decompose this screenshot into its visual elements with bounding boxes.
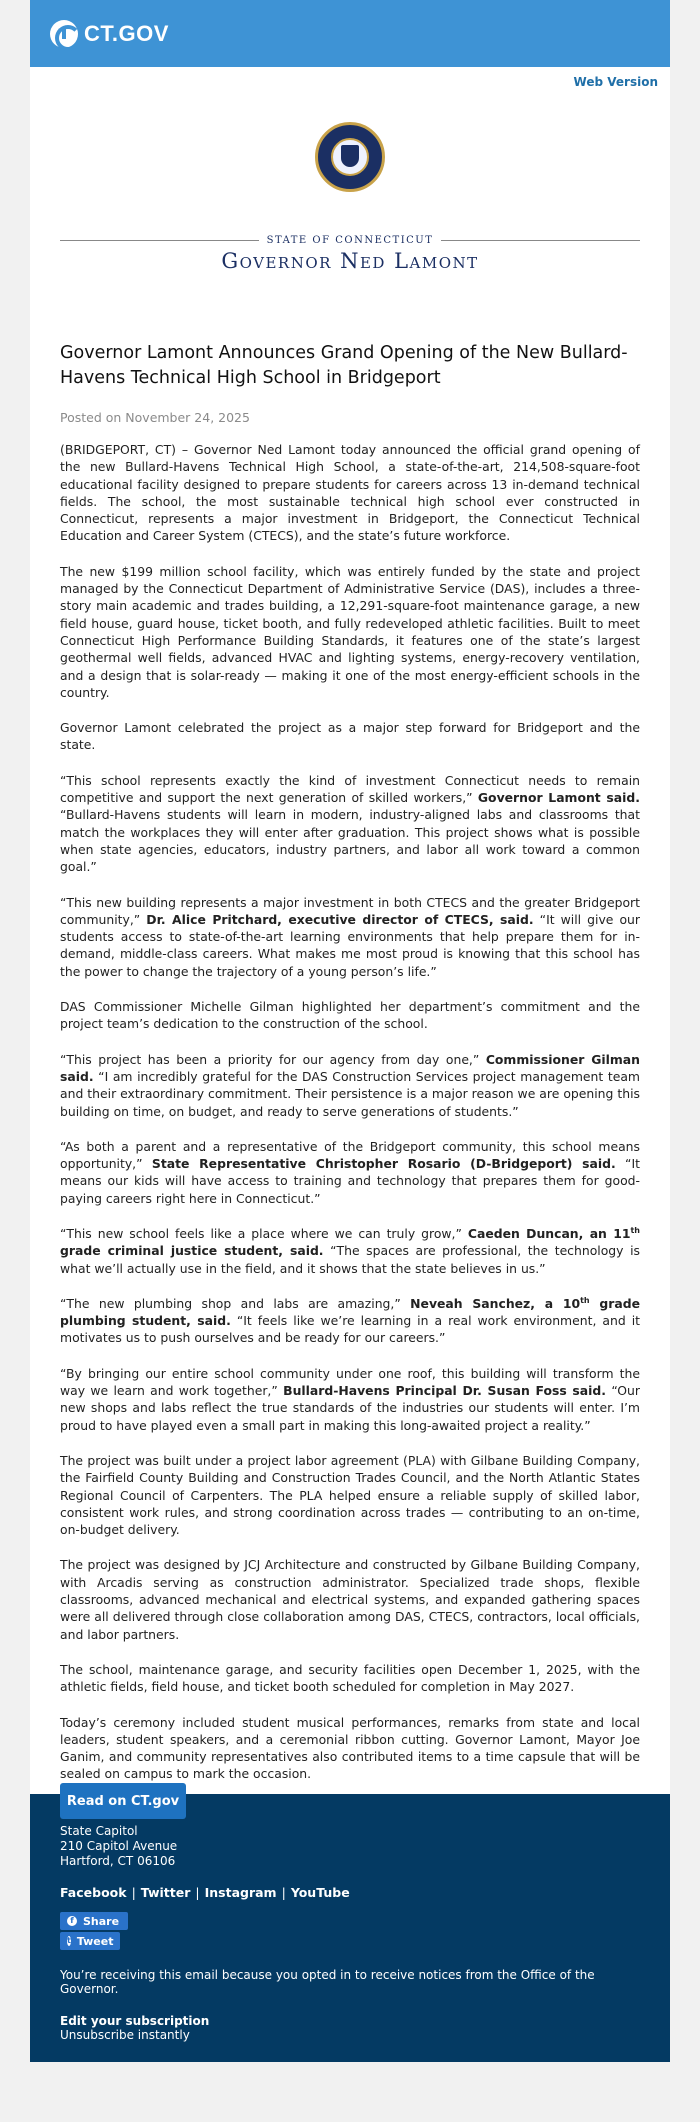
- ordinal-suffix: th: [630, 1225, 640, 1235]
- article-paragraph: [60, 563, 640, 701]
- quote-text: “This new building represents a major investment in both CTECS and the greater Bridgeport community,”: [60, 894, 640, 927]
- instagram-link[interactable]: Instagram: [204, 1885, 277, 1900]
- twitter-icon: t: [67, 1936, 71, 1945]
- article-paragraph: [60, 1556, 640, 1642]
- quote-text: “It will give our students access to state-of-the-art learning environments that help prepare them for in-demand, middle-class careers. What makes me most proud is knowing that this school has the power to change the trajectory of a young person’s life.”: [60, 911, 641, 979]
- quote-text: “The new plumbing shop and labs are amazing,”: [60, 1295, 411, 1311]
- address-line: Hartford, CT 06106: [60, 1854, 176, 1868]
- ordinal-suffix: th: [580, 1295, 590, 1305]
- web-version-link[interactable]: Web Version: [573, 75, 658, 89]
- paragraph-text: Today’s ceremony included student musical performances, remarks from state and local leaders, student speakers, and a ceremonial ribbon cutting. Governor Lamont, Mayor Joe Ganim, and community representatives also contributed items to a time capsule that will be sealed on campus to mark the occasion.: [60, 1714, 640, 1782]
- facebook-link[interactable]: Facebook: [60, 1885, 127, 1900]
- tweet-button[interactable]: t Tweet: [60, 1932, 120, 1950]
- email-body: [30, 67, 670, 1809]
- article-paragraph: [60, 1365, 640, 1434]
- address-line: 210 Capitol Avenue: [60, 1839, 178, 1853]
- speaker-attribution: Bullard-Havens Principal Dr. Susan Foss said.: [283, 1383, 606, 1399]
- posted-date: Posted on November 24, 2025: [60, 410, 250, 425]
- youtube-link[interactable]: YouTube: [290, 1885, 350, 1900]
- speaker-attribution: Commissioner Gilman said.: [60, 1051, 640, 1084]
- article-paragraph: [60, 894, 640, 980]
- email-container: [30, 0, 670, 2062]
- facebook-icon: f: [67, 1916, 77, 1926]
- article-paragraph: [60, 1714, 640, 1783]
- speaker-attribution: grade criminal justice student, said.: [60, 1243, 324, 1259]
- speaker-attribution: Dr. Alice Pritchard, executive director of CTECS, said.: [146, 911, 534, 927]
- paragraph-text: The new $199 million school facility, which was entirely funded by the state and project managed by the Connecticut Department of Administrative Service (DAS), includes a three-story main academic and trades building, a 12,291-square-foot maintenance garage, a new field house, guard house, ticket booth, and fully redeveloped athletic facilities. Built to meet Connecticut High Performance Building Standards, it features one of the state’s largest geothermal well fields, advanced HVAC and lighting systems, energy-recovery ventilation, and a design that is solar-ready — making it one of the most energy-efficient schools in the country.: [60, 563, 640, 700]
- state-label: STATE OF CONNECTICUT: [266, 235, 434, 246]
- paragraph-text: (BRIDGEPORT, CT) – Governor Ned Lamont today announced the official grand opening of the new Bullard-Havens Technical High School, a state-of-the-art, 214,508-square-foot educational facility designed to prepare students for careers across 13 in-demand technical fields. The school, the most sustainable technical high school ever constructed in Connecticut, represents a major investment in Bridgeport, the Connecticut Technical Education and Career System (CTECS), and the state’s future workforce.: [60, 442, 640, 544]
- twitter-link[interactable]: Twitter: [140, 1885, 191, 1900]
- quote-text: “Bullard-Havens students will learn in modern, industry-aligned labs and classrooms that match the workplaces they will enter after graduation. This project shows what is possible when state agencies, educators, industry partners, and labor all work toward a common goal.”: [60, 807, 640, 875]
- seal-icon: [315, 122, 385, 192]
- address: [60, 1824, 640, 1869]
- article-paragraph: [60, 1051, 640, 1120]
- governor-name: Governor Ned Lamont: [221, 249, 479, 273]
- masthead-state: [60, 235, 640, 246]
- speaker-attribution: Caeden Duncan, an 11: [467, 1225, 631, 1241]
- article-paragraph: [60, 998, 640, 1033]
- article-paragraph: [60, 719, 640, 754]
- quote-text: “It means our kids will have access to training and technology that prepares them for good-paying careers right here in Connecticut.”: [60, 1156, 640, 1206]
- share-buttons: [60, 1912, 640, 1950]
- header-bar: [30, 0, 670, 67]
- speaker-attribution: Neveah Sanchez, a 10: [410, 1295, 581, 1311]
- speaker-attribution: grade plumbing student, said.: [60, 1295, 641, 1329]
- read-on-ctgov-button[interactable]: Read on CT.gov: [60, 1783, 186, 1819]
- ct-logo-icon: [50, 20, 78, 48]
- facebook-share-button[interactable]: f Share: [60, 1912, 128, 1930]
- quote-text: “This school represents exactly the kind of investment Connecticut needs to remain competitive and support the next generation of skilled workers,”: [60, 772, 640, 806]
- article-paragraph: [60, 1295, 640, 1347]
- article-paragraph: [60, 1225, 640, 1277]
- article-paragraph: [60, 441, 640, 545]
- paragraph-text: The school, maintenance garage, and security facilities open December 1, 2025, with the athletic fields, field house, and ticket booth scheduled for completion in May 2027.: [60, 1661, 640, 1695]
- article-body: [60, 441, 640, 1801]
- quote-text: “The spaces are professional, the technology is what we’ll actually use in the field, and it shows that the state believes in us.”: [60, 1243, 640, 1276]
- speaker-attribution: Governor Lamont said.: [477, 790, 640, 806]
- article-paragraph: [60, 1452, 640, 1538]
- address-line: State Capitol: [60, 1824, 138, 1838]
- edit-subscription-link[interactable]: Edit your subscription: [60, 2014, 210, 2028]
- quote-text: “By bringing our entire school community under one roof, this building will transform the way we learn and work together,”: [60, 1365, 640, 1399]
- social-links: Facebook | Twitter | Instagram | YouTube: [60, 1885, 350, 1900]
- quote-text: “It feels like we’re learning in a real work environment, and it motivates us to push ourselves and be ready for our careers.”: [60, 1313, 640, 1346]
- state-seal: [30, 122, 670, 192]
- quote-text: “As both a parent and a representative of the Bridgeport community, this school means opportunity,”: [60, 1138, 640, 1172]
- paragraph-text: Governor Lamont celebrated the project as a major step forward for Bridgeport and the state.: [60, 720, 640, 753]
- quote-text: “This project has been a priority for our agency from day one,”: [60, 1051, 486, 1067]
- optin-notice: You’re receiving this email because you opted in to receive notices from the Office of the Governor.: [60, 1968, 595, 1996]
- unsubscribe-link[interactable]: Unsubscribe instantly: [60, 2028, 190, 2042]
- speaker-attribution: State Representative Christopher Rosario (D-Bridgeport) said.: [151, 1156, 616, 1172]
- footer: [30, 1794, 670, 2062]
- ct-gov-logo[interactable]: CT.GOV: [84, 20, 169, 46]
- article-title: Governor Lamont Announces Grand Opening of the New Bullard-Havens Technical High School in Bridgeport: [60, 343, 628, 388]
- article-paragraph: [60, 772, 640, 876]
- quote-text: “Our new shops and labs reflect the true standards of the industries our students will enter. I’m proud to have played even a small part in making this long-awaited project a reality.”: [60, 1383, 640, 1433]
- quote-text: “I am incredibly grateful for the DAS Construction Services project management team and their extraordinary commitment. Their persistence is a major reason we are opening this building on time, on budget, and ready to serve generations of students.”: [60, 1068, 640, 1119]
- quote-text: “This new school feels like a place where we can truly grow,”: [60, 1225, 468, 1241]
- paragraph-text: The project was built under a project labor agreement (PLA) with Gilbane Building Company, the Fairfield County Building and Construction Trades Council, and the North Atlantic States Regional Council of Carpenters. The PLA helped ensure a reliable supply of skilled labor, consistent work rules, and strong coordination across trades — contributing to an on-time, on-budget delivery.: [60, 1452, 640, 1538]
- article-paragraph: [60, 1661, 640, 1696]
- paragraph-text: DAS Commissioner Michelle Gilman highlighted her department’s commitment and the project team’s dedication to the construction of the school.: [60, 999, 640, 1032]
- paragraph-text: The project was designed by JCJ Architecture and constructed by Gilbane Building Company, with Arcadis serving as construction administrator. Specialized trade shops, flexible classrooms, advanced mechanical and electrical systems, and expanded gathering spaces were all delivered through close collaboration among DAS, CTECS, contractors, local officials, and labor partners.: [60, 1557, 640, 1642]
- article-paragraph: [60, 1138, 640, 1207]
